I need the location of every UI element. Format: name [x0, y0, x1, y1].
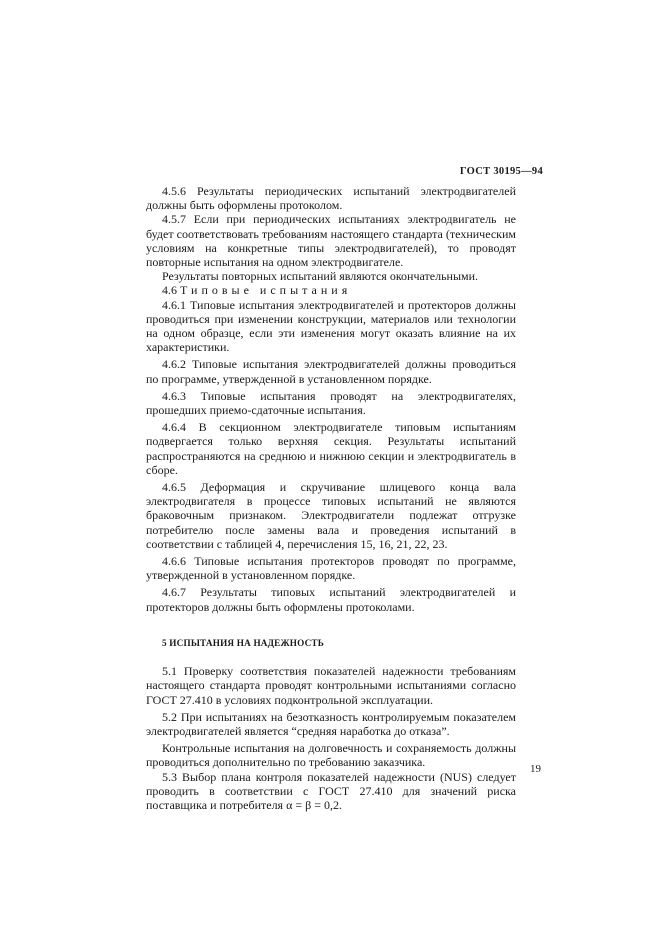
subsection-4-6-heading [146, 283, 516, 297]
paragraph-5-1: 5.1 Проверку соответствия показателей надежности требованиям настоящего стандарта проводят контрольными испытаниями согласно ГОСТ 27.410 в условиях подконтрольной эксплуатации. [146, 664, 516, 707]
document-body [146, 184, 516, 812]
paragraph-4-6-4: 4.6.4 В секционном электродвигателе типовым испытаниям подвергается только верхняя секция. Результаты испытаний распространяются на среднюю и нижнюю секции и электродвигатель в сборе. [146, 420, 516, 477]
document-header-id: ГОСТ 30195—94 [459, 166, 543, 177]
paragraph-4-6-2: 4.6.2 Типовые испытания электродвигателей должны проводиться по программе, утвержденной в установленном порядке. [146, 357, 516, 386]
paragraph-4-6-5: 4.6.5 Деформация и скручивание шлицевого конца вала электродвигателя в процессе типовых испытаний не являются браковочным признаком. Электродвигатели подлежат отгрузке потребителю после замены вала и проведения испытаний в соответствии с таблицей 4, перечисления 15, 16, 21, 22, 23. [146, 480, 516, 551]
paragraph-5-2: 5.2 При испытаниях на безотказность контролируемым показателем электродвигателей является “средняя наработка до отказа”. [146, 709, 516, 738]
paragraph-4-5-7-result: Результаты повторных испытаний являются окончательными. [162, 269, 479, 284]
paragraph-4-6-6: 4.6.6 Типовые испытания протекторов проводят по программе, утвержденной в установленном порядке. [146, 554, 516, 583]
paragraph-4-6-7: 4.6.7 Результаты типовых испытаний электродвигателей и протекторов должны быть оформлены протоколами. [146, 585, 516, 614]
paragraph-5-2-extra: Контрольные испытания на долговечность и сохраняемость должны проводиться дополнительно по требованию заказчика. [146, 741, 516, 770]
paragraph-4-5-6: 4.5.6 Результаты периодических испытаний электродвигателей должны быть оформлены протоколом. [146, 184, 516, 213]
page-number: 19 [530, 763, 541, 775]
paragraph-4-5-7: 4.5.7 Если при периодических испытаниях электродвигатель не будет соответствовать требованиям настоящего стандарта (техническим условиям на конкретные типы электродвигателей), то проводят повторные испытания на одном электродвигателе. [146, 212, 516, 270]
paragraph-4-6-1: 4.6.1 Типовые испытания электродвигателей и протекторов должны проводиться при изменении конструкции, материалов или технологии на одном образце, если эти изменения могут оказать влияние на их характеристики. [146, 297, 516, 355]
subsection-number: 4.6 [162, 283, 177, 298]
subsection-title: Типовые испытания [180, 283, 352, 298]
paragraph-4-6-3: 4.6.3 Типовые испытания проводят на электродвигателях, прошедших приемо-сдаточные испытания. [146, 388, 516, 418]
section-5-title: 5 ИСПЫТАНИЯ НА НАДЕЖНОСТЬ [162, 637, 325, 648]
paragraph-5-3: 5.3 Выбор плана контроля показателей надежности (NUS) следует проводить в соответствии с ГОСТ 27.410 для значений риска поставщика и потребителя α = β = 0,2. [146, 769, 516, 812]
